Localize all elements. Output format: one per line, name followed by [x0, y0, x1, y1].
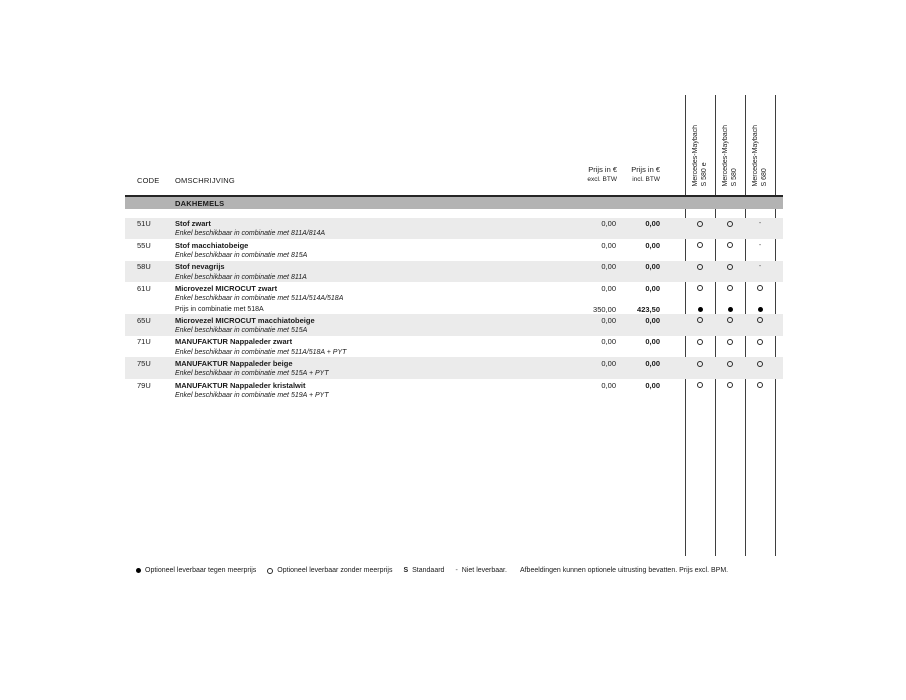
price-incl-btw: 0,00 [645, 240, 660, 250]
option-code: 61U [137, 283, 151, 293]
price-excl-btw: 0,00 [601, 219, 616, 229]
open-circle-icon [697, 382, 703, 388]
filled-circle-icon [136, 568, 141, 573]
option-note: Enkel beschikbaar in combinatie met 811A [175, 273, 307, 281]
open-circle-icon [697, 317, 703, 323]
availability-cell [745, 380, 775, 390]
options-table [125, 218, 783, 401]
price-excl-btw: 0,00 [601, 359, 616, 368]
availability-cell [685, 219, 715, 229]
open-circle-icon [697, 264, 703, 270]
availability-cell [715, 219, 745, 229]
availability-cell [685, 358, 715, 368]
vehicle-model-line: S 580 [731, 167, 738, 186]
option-note: Enkel beschikbaar in combinatie met 511A/518A + PYT [175, 348, 347, 356]
legend-label: Niet leverbaar. [461, 567, 507, 574]
open-circle-icon [697, 361, 703, 367]
availability-cell [715, 262, 745, 272]
option-code: 71U [137, 337, 151, 347]
price-incl-btw: 0,00 [645, 380, 660, 390]
price-incl-header-line2: incl. BTW [632, 175, 660, 183]
legend [136, 567, 796, 574]
option-title: MANUFAKTUR Nappaleder beige [175, 359, 293, 368]
legend-label: Optioneel leverbaar zonder meerprijs [277, 567, 393, 574]
vehicle-column-label [691, 125, 709, 186]
option-code: 58U [137, 262, 151, 272]
option-code: 65U [137, 315, 151, 325]
legend-item [267, 567, 392, 574]
availability-cell [715, 380, 745, 390]
open-circle-icon [757, 361, 763, 367]
legend-item [136, 567, 256, 574]
filled-circle-icon [728, 307, 733, 312]
legend-label: Standaard [412, 567, 445, 574]
vehicle-column-header [715, 88, 745, 186]
legend-item [403, 567, 444, 574]
open-circle-icon [697, 221, 703, 227]
option-note: Enkel beschikbaar in combinatie met 519A + PYT [175, 391, 329, 399]
omschrijving-column-header: OMSCHRIJVING [175, 176, 235, 185]
dash-icon: - [758, 241, 762, 249]
open-circle-icon [267, 568, 273, 574]
dash-icon: - [455, 567, 458, 574]
availability-cell [745, 304, 775, 314]
price-incl-btw: 0,00 [645, 219, 660, 229]
open-circle-icon [697, 339, 703, 345]
open-circle-icon [727, 382, 733, 388]
option-title: Microvezel MICROCUT zwart [175, 283, 278, 293]
vehicle-brand-line: Mercedes-Maybach [722, 124, 729, 186]
option-title: Stof nevagrijs [175, 262, 225, 272]
price-excl-btw: 0,00 [601, 315, 616, 325]
availability-cell [745, 240, 775, 250]
option-code: 79U [137, 380, 151, 390]
legend-label: Optioneel leverbaar tegen meerprijs [145, 567, 257, 574]
price-excl-btw: 350,00 [593, 304, 616, 314]
open-circle-icon [697, 242, 703, 248]
legend-suffix: Afbeeldingen kunnen optionele uitrusting bevatten. Prijs excl. BPM. [519, 567, 729, 574]
open-circle-icon [727, 242, 733, 248]
option-note: Enkel beschikbaar in combinatie met 511A/514A/518A [175, 295, 344, 303]
price-incl-btw: 0,00 [645, 337, 660, 347]
price-incl-btw: 423,50 [637, 304, 660, 314]
availability-cell [715, 337, 745, 347]
open-circle-icon [757, 285, 763, 291]
availability-cell [715, 240, 745, 250]
price-excl-header-line1: Prijs in € [588, 165, 617, 174]
open-circle-icon [727, 339, 733, 345]
option-extra-label: Prijs in combinatie met 518A [175, 305, 264, 313]
table-row [125, 314, 783, 336]
price-excl-btw: 0,00 [601, 380, 616, 390]
availability-cell [745, 262, 775, 272]
availability-cell [715, 304, 745, 314]
vehicle-column-label [721, 125, 739, 186]
table-row [125, 218, 783, 240]
availability-cell [745, 358, 775, 368]
vehicle-column-header [745, 88, 775, 186]
open-circle-icon [757, 339, 763, 345]
availability-cell [715, 315, 745, 325]
open-circle-icon [727, 317, 733, 323]
vehicle-brand-line: Mercedes-Maybach [692, 124, 699, 186]
availability-cell [745, 337, 775, 347]
vehicle-model-line: S 580 e [701, 161, 708, 186]
section-header-dakhemels [125, 195, 783, 209]
availability-cell [745, 219, 775, 229]
availability-cell [745, 315, 775, 325]
legend-symbol [455, 567, 457, 574]
option-title: Microvezel MICROCUT macchiatobeige [175, 315, 315, 325]
option-code: 75U [137, 359, 151, 368]
price-incl-btw: 0,00 [645, 262, 660, 272]
availability-cell [715, 358, 745, 368]
table-row [125, 357, 783, 379]
dash-icon: - [758, 263, 762, 271]
availability-cell [685, 337, 715, 347]
availability-cell [685, 304, 715, 314]
standard-symbol: S [403, 567, 409, 574]
table-row [125, 379, 783, 401]
dash-icon: - [758, 220, 762, 228]
section-title: DAKHEMELS [175, 198, 225, 208]
open-circle-icon [757, 317, 763, 323]
price-excl-btw: 0,00 [601, 262, 616, 272]
vehicle-model-line: S 680 [761, 167, 768, 186]
option-title: MANUFAKTUR Nappaleder zwart [175, 337, 293, 347]
open-circle-icon [727, 264, 733, 270]
open-circle-icon [727, 221, 733, 227]
open-circle-icon [697, 285, 703, 291]
option-title: Stof macchiatobeige [175, 240, 249, 250]
price-excl-btw: 0,00 [601, 283, 616, 293]
option-note: Enkel beschikbaar in combinatie met 811A/814A [175, 230, 326, 238]
vehicle-column-header [685, 88, 715, 186]
option-note: Enkel beschikbaar in combinatie met 515A + PYT [175, 370, 329, 378]
open-circle-icon [757, 382, 763, 388]
open-circle-icon [727, 361, 733, 367]
option-code: 55U [137, 240, 151, 250]
availability-cell [685, 262, 715, 272]
price-incl-header-line1: Prijs in € [631, 165, 660, 174]
option-note: Enkel beschikbaar in combinatie met 815A [175, 252, 308, 260]
option-code: 51U [137, 219, 151, 229]
availability-cell [715, 283, 745, 293]
table-row [125, 239, 783, 261]
price-excl-btw: 0,00 [601, 337, 616, 347]
legend-item [455, 567, 506, 574]
vehicle-column-label [751, 125, 769, 186]
legend-symbol [267, 568, 273, 574]
availability-cell [685, 240, 715, 250]
price-excl-btw: 0,00 [601, 240, 616, 250]
price-incl-btw: 0,00 [645, 315, 660, 325]
availability-cell [685, 315, 715, 325]
option-title: MANUFAKTUR Nappaleder kristalwit [175, 380, 306, 390]
filled-circle-icon [698, 307, 703, 312]
availability-cell [745, 283, 775, 293]
table-row [125, 282, 783, 314]
price-incl-header [550, 165, 660, 184]
option-title: Stof zwart [175, 219, 211, 229]
filled-circle-icon [758, 307, 763, 312]
vehicle-brand-line: Mercedes-Maybach [752, 124, 759, 186]
option-note: Enkel beschikbaar in combinatie met 515A [175, 327, 308, 335]
availability-cell [685, 283, 715, 293]
legend-symbol [136, 568, 141, 573]
price-incl-btw: 0,00 [645, 283, 660, 293]
price-excl-header-line2: excl. BTW [587, 175, 617, 183]
availability-cell [685, 380, 715, 390]
table-row [125, 336, 783, 358]
open-circle-icon [727, 285, 733, 291]
code-column-header: CODE [137, 176, 160, 185]
price-incl-btw: 0,00 [645, 359, 660, 368]
table-row [125, 261, 783, 283]
